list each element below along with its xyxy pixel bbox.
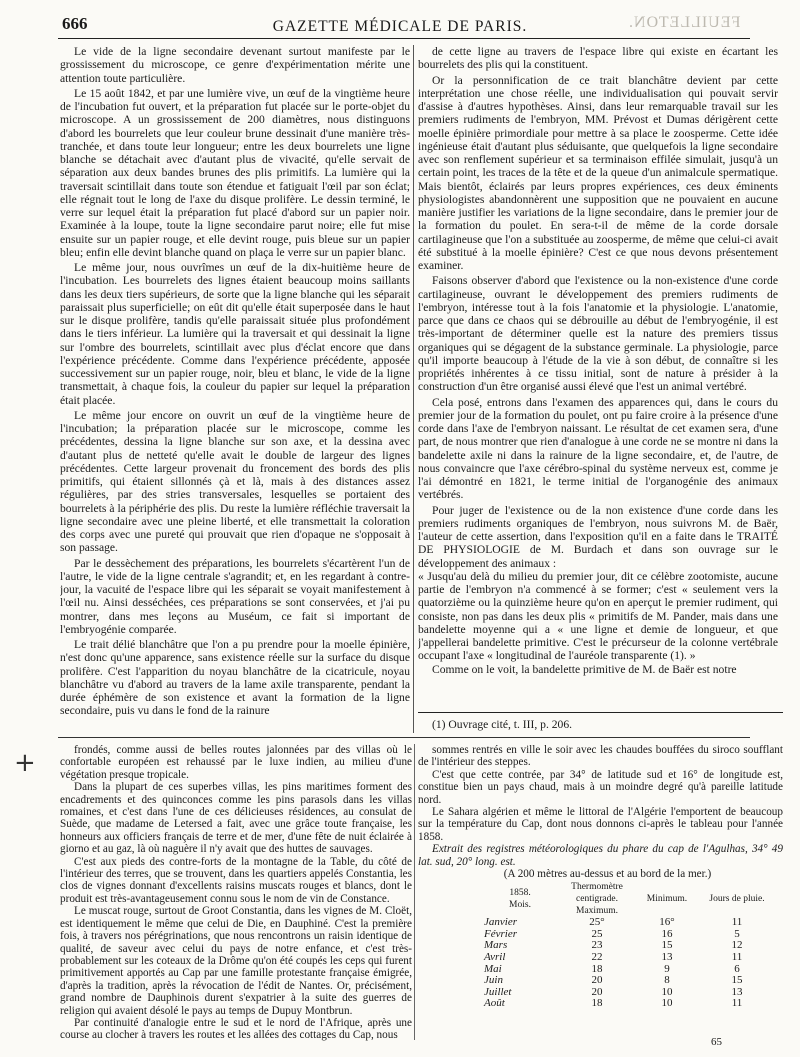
paragraph: C'est que cette contrée, par 34° de latitude sud et 16° de longitude est, constitue bien un pays chaud, mais à un moindre degré qu'à pareille latitude nord. [418, 768, 783, 806]
footnote-rule [418, 712, 783, 713]
paragraph: frondés, comme aussi de belles routes jalonnées par des villas où le confortable européen est rehaussé par le luxe indien, au milieu d'une végétation presque tropicale. [60, 744, 412, 781]
margin-cross-mark: + [14, 748, 36, 778]
paragraph: Faisons observer d'abord que l'existence ou la non-existence d'une corde cartilagineuse, ouvrant le développement des premiers rudiments de l'embryon, intéresse tout à la fois l'anatomie et la physiologie. L'anatomie, parce que dans ce chaos qui se débrouille au début de l'embryogénie, il est très-important de déterminer quelle est la nature des premiers tissus organiques qui se dégagent de la substance germinale. La physiologie, parce qu'il importe beaucoup à l'étude de la vie à son début, de connaître si les propriétés inhérentes à ce tissu initial, sont de nature à présider à la construction d'un être organisé aussi élevé que l'est un animal vertébré. [418, 274, 778, 394]
journal-title: GAZETTE MÉDICALE DE PARIS. [272, 18, 528, 35]
paragraph: Le 15 août 1842, et par une lumière vive, un œuf de la vingtième heure de l'incubation fut ouvert, et la préparation fut placée sur le porte-objet du microscope. A un grossissement de 200 diamètres, nous distinguons d'abord les bourrelets que leur couleur brune dessinait d'une manière très-tranchée, et dans toute leur longueur; entre les deux bourrelets une ligne blanche se détachait avec d'autant plus de vivacité, qu'elle servait de séparation aux deux bandes brunes des plis primitifs. La lumière qui la traversait scintillait dans toute son étendue et fatiguait l'œil par son éclat; elle régnait tout le long de l'axe du disque prolifère. Le dessin terminé, le verre sur lequel était la préparation fut placé d'abord sur un papier noir. Examinée à la loupe, toute la ligne secondaire parut noire; elle fut mise ensuite sur un papier rouge, et elle devint rouge, puis bleue sur un papier bleu; enfin elle devint blanche quand on plaça le verre sur un papier blanc. [60, 86, 410, 259]
table-header-max: Thermomètre centigrade. Maximum. [571, 882, 623, 916]
paragraph: Par le dessèchement des préparations, les bourrelets s'écartèrent l'un de l'autre, le vide de la ligne centrale s'agrandit; et, en les regardant à contre-jour, la vacuité de l'espace libre qui les séparait se voyait manifestement à l'œil nu. Ainsi desséchées, ces préparations se sont conservées, et j'ai pu montrer, dans mes leçons au Muséum, ce fait si important de l'embryogénie comparée. [60, 556, 410, 636]
table-header-rain: Jours de pluie. [709, 894, 765, 905]
article-column-right [418, 45, 778, 705]
table-row: Juillet 20 10 13 [484, 985, 743, 998]
paragraph: de cette ligne au travers de l'espace libre qui existe en écartant les bourrelets des plis qui la constituent. [418, 45, 778, 72]
paragraph: C'est aux pieds des contre-forts de la montagne de la Table, du côté de l'intérieur des terres, que se trouvent, dans les quartiers appelés Constantia, les clos de vignes donnant d'excellents raisins muscats rouges et blancs, dont le produit est très-avantageusement connu sous le nom de vin de Constance. [60, 855, 412, 905]
feuilleton-column-left [60, 744, 412, 1044]
paragraph: Le muscat rouge, surtout de Groot Constantia, dans les vignes de M. Cloët, est identiquement le même que celui de Die, en Dauphiné. C'est la première fois, à travers nos pérégrinations, que nous rencontrons un raisin identique de qualité, de saveur avec celui du pays de notre enfance, et c'est très-probablement sur les coteaux de la Drôme qu'on été coupés les ceps qui furent primitivement apportés au Cap par une famille protestante française émigrée, d'après la tradition, après la révocation de l'édit de Nantes. Or, précisément, grand nombre de Dauphinois durent s'expatrier à la suite des guerres de religion qui avaient désolé le pays au temps de Dupuy Montbrun. [60, 905, 412, 1017]
table-header-min: Minimum. [646, 894, 688, 905]
table-row: Janvier 25° 16° 11 [484, 916, 743, 929]
bottom-page-number: 65 [711, 1036, 722, 1048]
paragraph: Le même jour, nous ouvrîmes un œuf de la dix-huitième heure de l'incubation. Les bourrelets des lignes étaient beaucoup moins saillants dans les deux tiers supérieurs, de sorte que la ligne blanche qui les séparait paraissait plus superficielle; on eût dit qu'elle était superposée dans le haut sur le disque prolifère, tandis qu'elle paraissait située plus profondément dans le tiers inférieur. La lumière qui la traversait et qui dessinait la ligne sur l'ombre des bourrelets, scintillait avec plus d'éclat encore que dans l'expérience précédente. Comme dans l'expérience précédente, apposée successivement sur un papier rouge, noir, bleu et blanc, le vide de la ligne transmettait, à chaque fois, la couleur du papier sur lequel la préparation était placée. [60, 261, 410, 407]
table-row: Août 18 10 11 [484, 997, 743, 1010]
paragraph: Comme on le voit, la bandelette primitive de M. de Baër est notre [432, 662, 737, 676]
bleed-through-header: FEUILLETON. [627, 14, 740, 31]
page-number: 666 [62, 14, 88, 33]
meteorological-table [478, 882, 772, 1010]
article-column-left [60, 45, 410, 733]
quote-paragraph: « Jusqu'au delà du milieu du premier jour, dit ce célèbre zootomiste, aucune partie de l'embryon n'a commencé à se former; c'est « seulement vers la quatorzième ou la quinzième heure qu'on en aperçut le premier rudiment, qui consiste, non pas dans les deux plis « primitifs de M. Pander, mais dans une bandelette moyenne qui a « une ligne et demie de longueur, et que j'appellerai bandelette primitive. C'est le précurseur de la colonne vertébrale occupant l'axe « longitudinal de l'auréole transparente (1). » [418, 569, 778, 663]
paragraph: Cela posé, entrons dans l'examen des apparences qui, dans le cours du premier jour de la formation du poulet, ont pu faire croire à la présence d'une corde dans l'axe de l'embryon naissant. Le résultat de cet examen sera, d'une part, de nous montrer que rien d'analogue à une corde ne se montre ni dans la bandelette axile ni dans la rainure de la ligne secondaire, et, de l'autre, de nous convaincre que l'axe cérébro-spinal du système nerveux est, comme je l'ai démontré en 1821, le terme initial de l'organogénie des animaux vertébrés. [418, 395, 778, 502]
paragraph: Le vide de la ligne secondaire devenant surtout manifeste par le grossissement du microscope, ce genre d'expérimentation mérite une attention toute particulière. [60, 45, 410, 85]
paragraph: Pour juger de l'existence ou de la non existence d'une corde dans les premiers rudiments organiques de l'embryon, nous suivrons M. de Baër, l'auteur de cette assertion, dans l'exposition qu'il en a faite dans le TRAITÉ DE PHYSIOLOGIE de M. Burdach et dans son ouvrage sur le développement des animaux : [418, 503, 778, 570]
table-row: Juin 20 8 15 [484, 974, 743, 987]
header-rule [58, 38, 750, 39]
table-row: Février 25 16 5 [484, 927, 740, 940]
table-caption: Extrait des registres météorologiques du phare du cap de l'Agulhas, 34° 49 lat. sud, 20° long. est. [418, 843, 783, 868]
paragraph: sommes rentrés en ville le soir avec les chaudes bouffées du siroco soufflant de l'intérieur des steppes. [418, 744, 783, 769]
table-year: 1858. Mois. [509, 888, 531, 910]
footnote: (1) Ouvrage cité, t. III, p. 206. [432, 718, 573, 731]
feuilleton-column-right [418, 744, 783, 1054]
table-row: Mars 23 15 12 [484, 939, 743, 952]
paragraph: Le Sahara algérien et même le littoral de l'Algérie l'emportent de beaucoup sur la température du Cap, dont nous donnons ci-après le tableau pour l'année 1858. [418, 806, 783, 843]
paragraph: Or la personnification de ce trait blanchâtre devient par cette interprétation une chose réelle, une individualisation qui pouvait servir d'assise à d'autres hypothèses. Ainsi, dans leur remarquable travail sur les premiers rudiments de l'embryon, MM. Prévost et Dumas dérigèrent cette moelle épinière primordiale pour mettre à sa place le zoosperme. Cette idée ingénieuse était d'autant plus séduisante, que quelquefois la ligne secondaire avec son renflement supérieur et sa terminaison effilée simulait, jusqu'à un certain point, les traces de la tête et de la queue d'un animalcule spermatique. Mais bientôt, éclairés par leurs propres expériences, ces deux éminents physiologistes abandonnèrent une supposition que ne pouvaient en aucune manière justifier les variations de la ligne secondaire, dans le premier jour de la formation du poulet. En sera-t-il de même de la corde dorsale cartilagineuse que l'on a substituée au zoosperme, de même que celui-ci avait été substitué à la moelle épinière? C'est ce que nous devons présentement examiner. [418, 73, 778, 272]
feuilleton-divider [414, 744, 415, 1040]
feuilleton-rule [58, 737, 750, 738]
quotation [418, 570, 778, 663]
table-header-row [478, 882, 772, 917]
paragraph: Le trait délié blanchâtre que l'on a pu prendre pour la moelle épinière, n'est donc qu'une apparence, sans existence réelle sur la surface du disque prolifère. C'est l'apparition du noyau blanchâtre de la cicatricule, noyau blanchâtre vu d'abord au travers de la lame axile transparente, pendant la durée éphémère de son existence et avant la formation de la ligne secondaire, puis vu dans le fond de la rainure [60, 638, 410, 718]
table-subcaption: (A 200 mètres au-dessus et au bord de la mer.) [503, 868, 712, 881]
column-divider [413, 45, 414, 733]
table-row: Avril 22 13 11 [484, 951, 743, 964]
table-row: Mai 18 9 6 [484, 962, 740, 975]
paragraph: Par continuité d'analogie entre le sud et le nord de l'Afrique, après une course au clocher à travers les routes et les allées des cottages du Cap, nous [60, 1016, 412, 1042]
paragraph: Le même jour encore on ouvrit un œuf de la vingtième heure de l'incubation; la préparation placée sur le microscope, comme les précédentes, dessina la ligne blanche sur son axe, et la dessina avec d'autant plus de netteté qu'elle avait le double de largeur des lignes précédentes. Cette largeur provenait du froncement des bords des plis primitifs, qui étaient sillonnés çà et là, mais à des distances assez régulières, par des stries transversales, lesquelles se portaient des bourrelets à la périphérie des plis. Du reste la lumière réfléchie traversait la ligne secondaire avec une pleine liberté, et elle transmettait la coloration des corps avec une pureté qui prouvait que rien d'opaque ne s'opposait à son passage. [60, 408, 410, 555]
paragraph: Dans la plupart de ces superbes villas, les pins maritimes forment des encadrements et des quinconces comme les pins parasols dans les villas romaines, et c'est dans l'une de ces délicieuses résidences, au consulat de Suède, que madame de Letersed a fait, avec une grâce toute française, les honneurs aux officiers français de terre et de mer, d'une fête de nuit éclairée à giorno et au gaz, là où naguère il n'y avait que des huttes de sauvages. [60, 781, 412, 856]
